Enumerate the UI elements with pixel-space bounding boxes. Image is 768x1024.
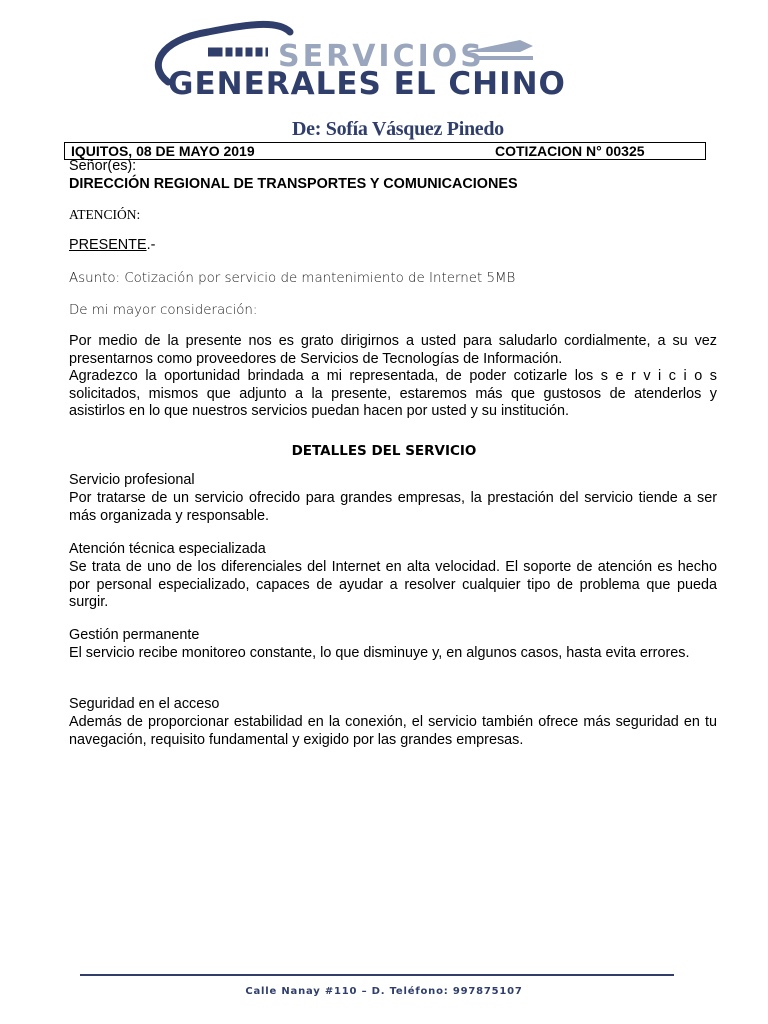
service-title: Seguridad en el acceso — [69, 696, 220, 712]
subject-line: Asunto: Cotización por servicio de mantenimiento de Internet 5MB — [69, 271, 516, 286]
intro-p2-start: Agradezco la oportunidad brindada a mi representada, de poder cotizarle los — [69, 368, 601, 384]
intro-p2-spaced: s e r v i c i o s — [600, 368, 717, 384]
service-text: El servicio recibe monitoreo constante, lo que disminuye y, en algunos casos, hasta evita errores. — [69, 645, 690, 661]
service-text: Se trata de uno de los diferenciales del Internet en alta velocidad. El soporte de atención es hecho por personal especializado, capaces de ayudar a resolver cualquier tipo de problema que pueda surgir. — [69, 559, 717, 610]
details-title: DETALLES DEL SERVICIO — [291, 443, 477, 459]
service-text: Además de proporcionar estabilidad en la conexión, el servicio también ofrece más seguridad en tu navegación, requisito fundamental y exigido por las grandes empresas. — [69, 714, 717, 748]
presente-suffix: .- — [146, 237, 156, 253]
service-title: Atención técnica especializada — [69, 541, 266, 557]
intro-paragraph-1: Por medio de la presente nos es grato dirigirnos a usted para saludarlo cordialmente, a su vez presentarnos como proveedores de Servicios de Tecnologías de Información. — [69, 333, 717, 367]
intro-paragraph-2 — [69, 368, 717, 421]
service-title: Gestión permanente — [69, 627, 200, 643]
footer-divider — [80, 974, 674, 976]
presente-word: PRESENTE — [69, 237, 147, 253]
greeting-line: De mi mayor consideración: — [69, 303, 258, 318]
footer-address: Calle Nanay #110 – D. Teléfono: 997875107 — [245, 986, 523, 997]
company-logo — [148, 12, 608, 108]
presente-line — [69, 237, 717, 255]
service-title: Servicio profesional — [69, 472, 195, 488]
intro-p2-end: solicitados, mismos que adjunto a la presente, estaremos más que gustosos de atenderlos y asistirlos en lo que nuestros servicios puedan hacen por usted y su institución. — [69, 385, 717, 419]
sender-line: De: Sofía Vásquez Pinedo — [292, 118, 504, 140]
recipient-name: DIRECCIÓN REGIONAL DE TRANSPORTES Y COMUNICACIONES — [69, 176, 518, 192]
atencion-label: ATENCIÓN: — [69, 207, 141, 222]
service-text: Por tratarse de un servicio ofrecido para grandes empresas, la prestación del servicio tiende a ser más organizada y responsable. — [69, 490, 717, 524]
quote-number: COTIZACION N° 00325 — [495, 143, 645, 159]
letter-date: IQUITOS, 08 DE MAYO 2019 — [71, 143, 255, 159]
senores-label: Señor(es): — [69, 158, 137, 174]
logo-line-2: GENERALES EL CHINO — [168, 66, 566, 102]
logo-line-1: SERVICIOS — [278, 39, 485, 74]
